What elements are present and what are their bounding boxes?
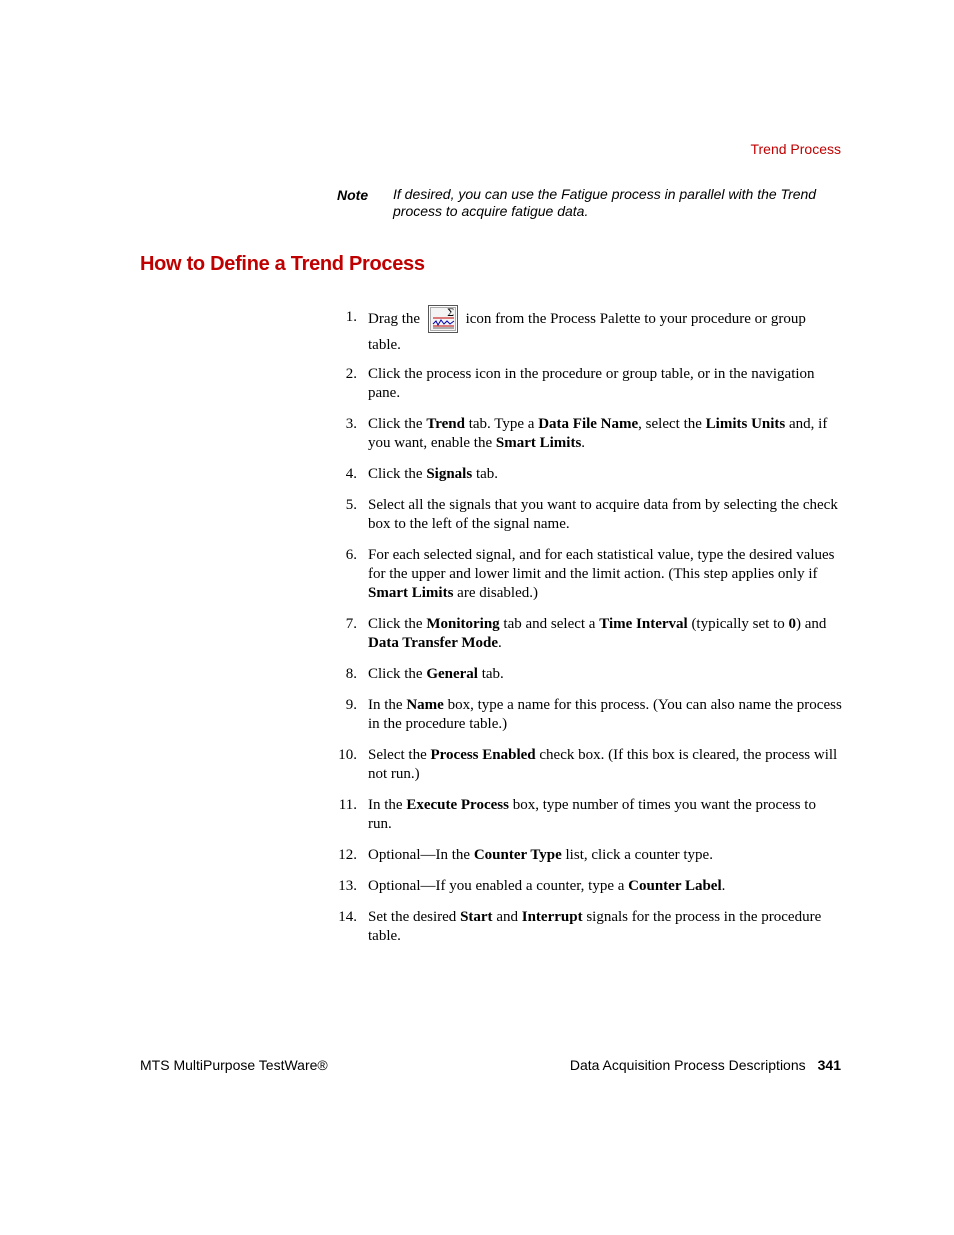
ui-term: Signals <box>426 466 473 482</box>
step-4 <box>337 465 842 484</box>
ui-term: Limits Units <box>705 416 786 432</box>
step-text: are disabled.) <box>453 585 538 601</box>
step-text: Click the <box>368 466 427 482</box>
step-number: 5. <box>345 497 357 513</box>
step-number: 2. <box>345 366 357 382</box>
step-text: (typically set to <box>687 616 789 632</box>
ui-term: Counter Label <box>628 878 722 894</box>
step-number: 1. <box>345 309 357 325</box>
step-text: list, click a counter type. <box>561 847 713 863</box>
step-text: Click the process icon in the procedure or group table, or in the navigation pane. <box>368 366 815 401</box>
ui-term: Counter Type <box>473 847 562 863</box>
ui-term: 0 <box>788 616 796 632</box>
step-number: 6. <box>345 547 357 563</box>
procedure-steps <box>337 305 842 958</box>
step-text: tab. Type a <box>464 416 539 432</box>
step-9 <box>337 696 842 734</box>
step-text: Click the <box>368 616 427 632</box>
step-text: tab and select a <box>499 616 600 632</box>
step-13 <box>337 877 842 896</box>
step-number: 8. <box>345 666 357 682</box>
note-label: Note <box>337 187 369 203</box>
ui-term: Data File Name <box>538 416 639 432</box>
footer-chapter-title: Data Acquisition Process Descriptions <box>569 1057 806 1073</box>
step-text: Set the desired <box>368 909 461 925</box>
step-text: signals for the process in the procedure table. <box>368 909 822 944</box>
step-8 <box>337 665 842 684</box>
footer-chapter <box>570 1057 841 1073</box>
ui-term: Execute Process <box>406 797 509 813</box>
page-number: 341 <box>817 1057 841 1073</box>
ui-term: Start <box>460 909 493 925</box>
step-11 <box>337 796 842 834</box>
step-number: 11. <box>338 797 357 813</box>
step-text: box, type number of times you want the process to run. <box>368 797 816 832</box>
step-text: For each selected signal, and for each statistical value, type the desired values for the upper and lower limit and the limit action. (This step applies only if <box>368 547 835 582</box>
ui-term: Interrupt <box>521 909 583 925</box>
step-text: Click the <box>368 416 427 432</box>
step-10 <box>337 746 842 784</box>
step-number: 10. <box>338 747 357 763</box>
step-number: 13. <box>338 878 357 894</box>
note-text: If desired, you can use the Fatigue process in parallel with the Trend process to acquire fatigue data. <box>393 186 817 219</box>
footer-product-name: MTS MultiPurpose TestWare® <box>140 1057 328 1073</box>
ui-term: Smart Limits <box>495 435 582 451</box>
running-header: Trend Process <box>750 141 841 157</box>
step-1 <box>337 305 842 357</box>
sigma-glyph: Σ <box>446 308 454 319</box>
step-text: Optional—In the <box>368 847 474 863</box>
step-text: tab. <box>477 666 504 682</box>
step-3 <box>337 415 842 453</box>
step-text-after-icon: icon from the Process Palette to your procedure or group table. <box>368 311 806 353</box>
trend-process-icon <box>428 305 458 333</box>
step-text: Optional—If you enabled a counter, type a <box>368 878 629 894</box>
step-text: , select the <box>638 416 706 432</box>
ui-term: Data Transfer Mode <box>368 635 498 651</box>
ui-term: General <box>426 666 478 682</box>
note-block <box>337 186 842 220</box>
step-5 <box>337 496 842 534</box>
step-text: Select all the signals that you want to acquire data from by selecting the check box to the left of the signal name. <box>368 497 838 532</box>
ui-term: Smart Limits <box>368 585 454 601</box>
step-number: 4. <box>345 466 357 482</box>
step-14 <box>337 908 842 946</box>
step-text: box, type a name for this process. (You can also name the process in the procedure table.) <box>368 697 842 732</box>
ui-term: Time Interval <box>599 616 688 632</box>
ui-term: Trend <box>426 416 465 432</box>
step-text: In the <box>368 797 407 813</box>
step-number: 9. <box>345 697 357 713</box>
step-number: 12. <box>338 847 357 863</box>
step-6 <box>337 546 842 603</box>
step-text: . <box>721 878 726 894</box>
step-text: Click the <box>368 666 427 682</box>
step-12 <box>337 846 842 865</box>
step-text: tab. <box>472 466 499 482</box>
step-text: . <box>581 435 586 451</box>
step-text: In the <box>368 697 407 713</box>
step-text: Select the <box>368 747 431 763</box>
step-2 <box>337 365 842 403</box>
step-number: 14. <box>338 909 357 925</box>
ui-term: Process Enabled <box>430 747 536 763</box>
section-title: How to Define a Trend Process <box>140 253 425 275</box>
step-text: and <box>492 909 522 925</box>
step-text: check box. (If this box is cleared, the process will not run.) <box>368 747 838 782</box>
step-number: 7. <box>345 616 357 632</box>
step-text: ) and <box>796 616 827 632</box>
ui-term: Monitoring <box>426 616 500 632</box>
step-text-before-icon: Drag the <box>368 311 421 327</box>
step-7 <box>337 615 842 653</box>
step-text: . <box>497 635 502 651</box>
step-number: 3. <box>345 416 357 432</box>
ui-term: Name <box>406 697 444 713</box>
step-text: and, if you want, enable the <box>368 416 828 451</box>
